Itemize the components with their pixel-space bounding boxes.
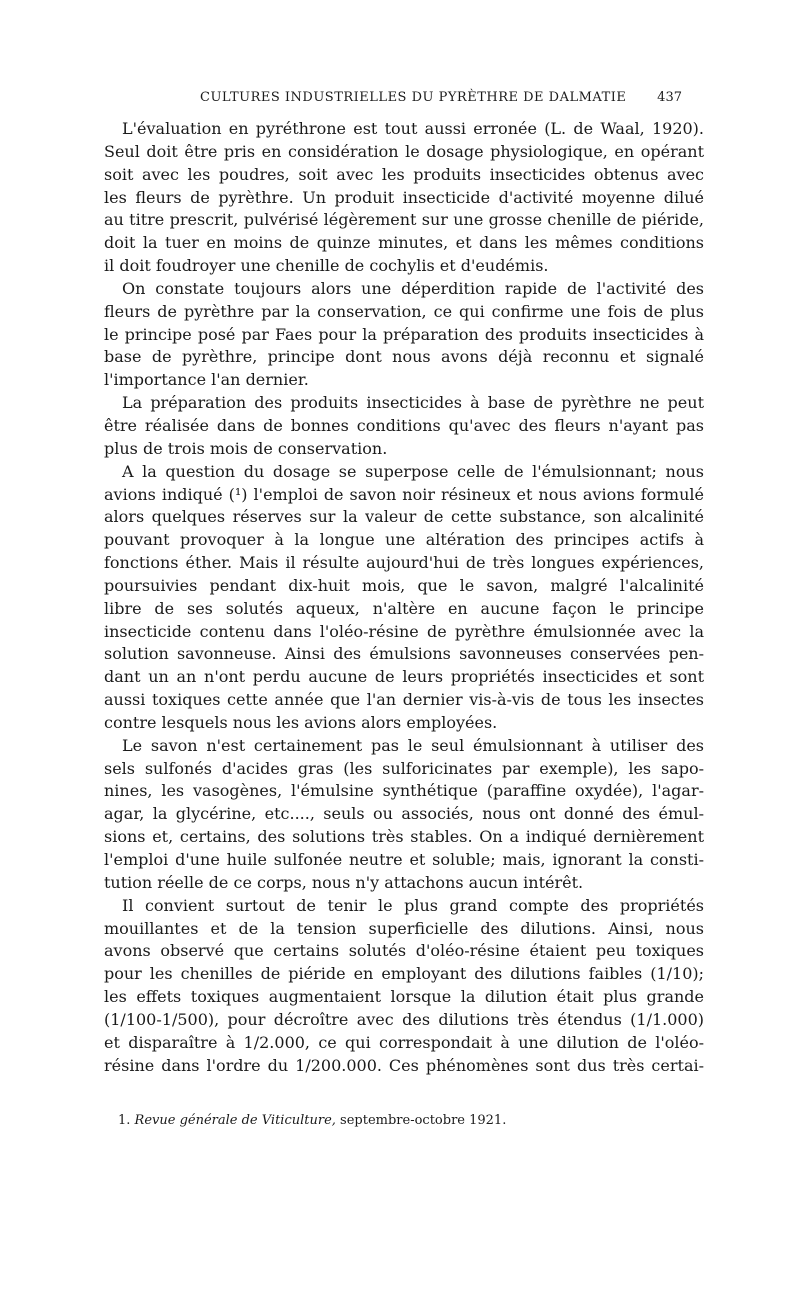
text-line: au titre prescrit, pulvérisé légèrement sur une grosse chenille de piéride, — [104, 210, 704, 230]
text-line: La préparation des produits insecticides à base de pyrèthre ne peut — [122, 393, 704, 413]
paragraph-3 — [104, 392, 704, 461]
text-line: solution savonneuse. Ainsi des émulsions savonneuses conservées pen- — [104, 644, 704, 664]
text-line: poursuivies pendant dix-huit mois, que le savon, malgré l'alcalinité — [104, 575, 704, 595]
text-line: agar, la glycérine, etc...., seuls ou associés, nous ont donné des émul- — [104, 804, 704, 824]
text-line: avons observé que certains solutés d'oléo-résine étaient peu toxiques — [104, 941, 704, 961]
text-line: Seul doit être pris en considération le dosage physiologique, en opérant — [104, 141, 704, 161]
body-text — [104, 118, 704, 1077]
text-line: base de pyrèthre, principe dont nous avons déjà reconnu et signalé — [104, 347, 704, 367]
text-line: il doit foudroyer une chenille de cochylis et d'eudémis. — [104, 256, 549, 276]
text-line: tution réelle de ce corps, nous n'y attachons aucun intérêt. — [104, 872, 584, 892]
text-line: libre de ses solutés aqueux, n'altère en aucune façon le principe — [104, 598, 704, 618]
paragraph-6 — [104, 895, 704, 1078]
text-line: soit avec les poudres, soit avec les produits insecticides obtenus avec — [104, 164, 704, 184]
text-line: fleurs de pyrèthre par la conservation, ce qui confirme une fois de plus — [104, 301, 704, 321]
text-line: les effets toxiques augmentaient lorsque la dilution était plus grande — [104, 987, 704, 1007]
text-line: plus de trois mois de conservation. — [104, 438, 388, 458]
text-line: fonctions éther. Mais il résulte aujourd'hui de très longues expériences, — [104, 553, 704, 573]
text-line: résine dans l'ordre du 1/200.000. Ces phénomènes sont dus très certai- — [104, 1055, 704, 1075]
text-line: contre lesquels nous les avions alors employées. — [104, 712, 498, 732]
text-line: l'emploi d'une huile sulfonée neutre et soluble; mais, ignorant la consti- — [104, 850, 704, 869]
footnote-source: Revue générale de Viticulture, — [134, 1113, 336, 1128]
text-line: A la question du dosage se superpose celle de l'émulsionnant; nous — [122, 461, 704, 481]
text-line: être réalisée dans de bonnes conditions qu'avec des fleurs n'ayant pas — [104, 415, 704, 435]
text-line: et disparaître à 1/2.000, ce qui correspondait à une dilution de l'oléo- — [104, 1032, 704, 1052]
running-title: CULTURES INDUSTRIELLES DU PYRÈTHRE DE DALMATIE — [200, 90, 627, 105]
text-line: (1/100-1/500), pour décroître avec des dilutions très étendus (1/1.000) — [104, 1009, 704, 1029]
footnote-date: septembre-octobre 1921. — [340, 1113, 507, 1128]
text-line: Le savon n'est certainement pas le seul émulsionnant à utiliser des — [122, 735, 704, 755]
paragraph-2 — [104, 278, 704, 392]
text-line: le principe posé par Faes pour la préparation des produits insecticides à — [104, 324, 704, 344]
text-line: dant un an n'ont perdu aucune de leurs propriétés insecticides et sont — [104, 667, 704, 687]
paragraph-4 — [104, 461, 704, 735]
footnote-number: 1. — [118, 1113, 131, 1128]
text-line: doit la tuer en moins de quinze minutes, et dans les mêmes conditions — [104, 233, 704, 253]
text-line: pouvant provoquer à la longue une altération des principes actifs à — [104, 530, 704, 550]
text-line: insecticide contenu dans l'oléo-résine de pyrèthre émulsionnée avec la — [104, 621, 704, 641]
text-line: l'importance l'an dernier. — [104, 370, 309, 390]
text-line: aussi toxiques cette année que l'an dernier vis-à-vis de tous les insectes — [104, 690, 704, 710]
text-line: avions indiqué (¹) l'emploi de savon noir résineux et nous avions formulé — [104, 484, 704, 504]
text-line: mouillantes et de la tension superficielle des dilutions. Ainsi, nous — [104, 918, 704, 938]
paragraph-1 — [104, 118, 704, 278]
text-line: sels sulfonés d'acides gras (les sulforicinates par exemple), les sapo- — [104, 758, 704, 778]
text-line: Il convient surtout de tenir le plus grand compte des propriétés — [122, 895, 704, 915]
text-line: L'évaluation en pyréthrone est tout aussi erronée (L. de Waal, 1920). — [122, 119, 704, 138]
text-line: sions et, certains, des solutions très stables. On a indiqué dernièrement — [104, 827, 704, 847]
text-line: nines, les vasogènes, l'émulsine synthétique (paraffine oxydée), l'agar- — [104, 781, 704, 801]
footnote — [118, 1112, 718, 1130]
text-line: les fleurs de pyrèthre. Un produit insecticide d'activité moyenne dilué — [104, 187, 704, 207]
paragraph-5 — [104, 735, 704, 895]
text-line: pour les chenilles de piéride en employant des dilutions faibles (1/10); — [104, 964, 704, 984]
text-line: On constate toujours alors une déperdition rapide de l'activité des — [122, 278, 704, 298]
page-number: 437 — [657, 90, 682, 105]
text-line: alors quelques réserves sur la valeur de cette substance, son alcalinité — [104, 507, 704, 527]
